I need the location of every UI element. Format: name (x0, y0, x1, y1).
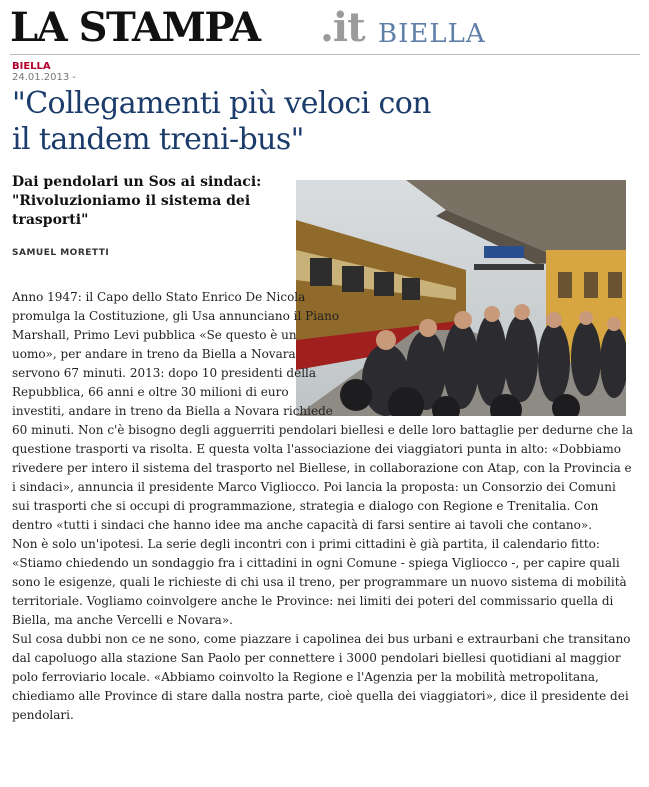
brand-suffix: .it (320, 4, 365, 51)
header-divider (10, 54, 640, 55)
article-subheadline: Dai pendolari un Sos ai sindaci: "Rivoluzioniamo il sistema dei trasporti" (12, 174, 262, 228)
edition-city[interactable]: BIELLA (378, 19, 486, 49)
brand-logo[interactable]: LA STAMPA (10, 4, 260, 51)
masthead[interactable] (10, 4, 640, 52)
article-paragraph: Sul cosa dubbi non ce ne sono, come piazzare i capolinea dei bus urbani e extraurbani che transitano dal capoluogo alla stazione San Paolo per connettere i 3000 pendolari biellesi quotidiani al maggior polo ferroviario locale. «Abbiamo coinvolto la Regione e l'Agenzia per la mobilità metropolitana, chiediamo alle Province di stare dalla nostra parte, cioè quella dei viaggiatori», dice il presidente dei pendolari. (12, 632, 631, 722)
section-label[interactable]: BIELLA (12, 61, 51, 72)
article-paragraph: Non è solo un'ipotesi. La serie degli incontri con i primi cittadini è già partita, il calendario fitto: «Stiamo chiedendo un sondaggio fra i cittadini in ogni Comune - spiega Vigliocco -, per capire quali sono le esigenze, quali le richieste di chi usa il treno, per programmare un nuovo sistema di mobilità territoriale. Vogliamo coinvolgere anche le Province: nei limiti dei poteri del commissario quella di Biella, ma anche Vercelli e Novara». (12, 537, 627, 627)
article-paragraph: Anno 1947: il Capo dello Stato Enrico De Nicola promulga la Costituzione, gli Usa annunciano il Piano Marshall, Primo Levi pubblica «Se questo è un uomo», per andare in treno da Biella a Novara servono 67 minuti. 2013: dopo 10 presidenti della Repubblica, 66 anni e oltre 30 milioni di euro investiti, andare in treno da Biella a Novara richiede 60 minuti. Non c'è bisogno degli agguerriti pendolari biellesi e delle loro battaglie per dedurne che la questione trasporti va risolta. E questa volta l'associazione dei viaggiatori punta in alto: «Dobbiamo rivedere per intero il sistema del trasporto nel Biellese, in collaborazione con Atap, con la Provincia e i sindaci», annuncia il presidente Marco Vigliocco. Poi lancia la proposta: un Consorzio dei Comuni sui trasporti che si occupi di programmazione, strategia e dialogo con Regione e Trenitalia. Con dentro «tutti i sindaci che hanno idee ma anche capacità di farsi sentire ai tavoli che contano». (12, 290, 633, 532)
article-body (12, 288, 634, 725)
article-author: SAMUEL MORETTI (12, 248, 110, 258)
photo-spacer (342, 288, 634, 418)
article-date: 24.01.2013 - (12, 72, 77, 83)
article-headline: "Collegamenti più veloci con il tandem treni-bus" (12, 86, 431, 157)
